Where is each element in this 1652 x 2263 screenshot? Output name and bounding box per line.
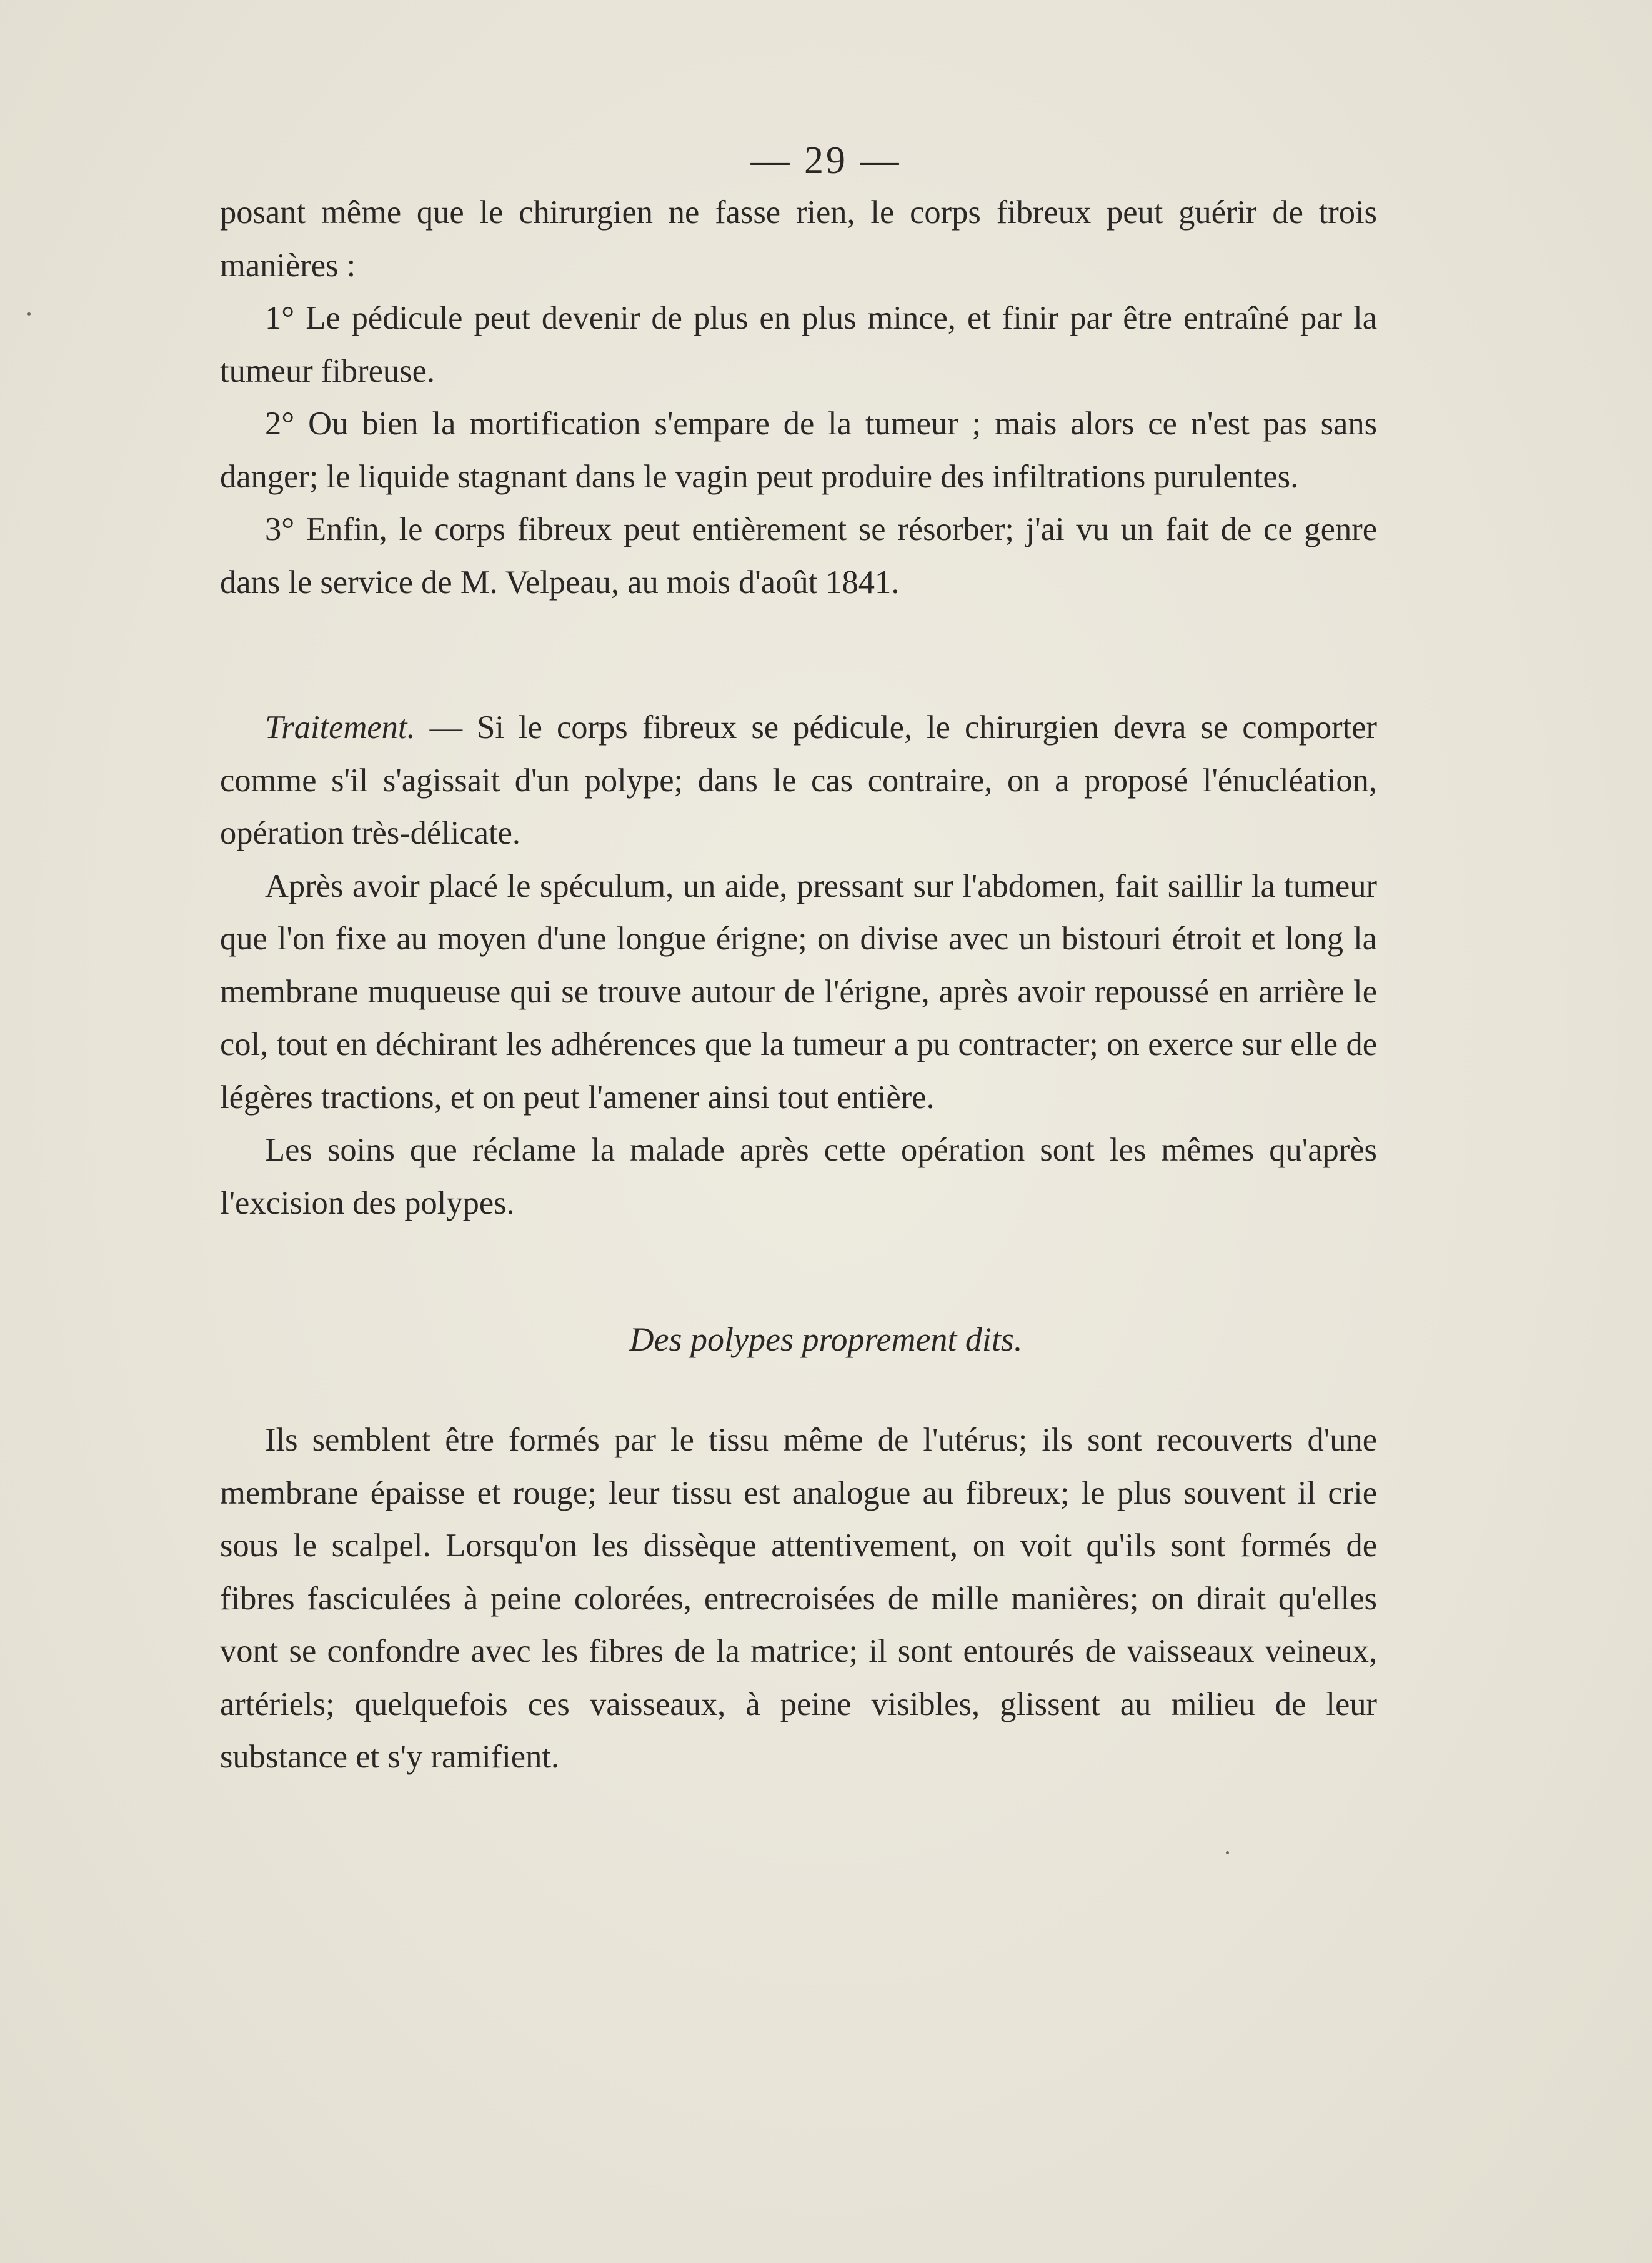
paragraph: 2° Ou bien la mortification s'empare de la tumeur ; mais alors ce n'est pas sans danger; le liquide stagnant dans le vagin peut produire des infiltrations purulentes. [220,406,1377,495]
paper-speck [27,312,31,316]
paragraph: 1° Le pédicule peut devenir de plus en plus mince, et finir par être entraîné par la tumeur fibreuse. [220,300,1377,389]
paragraph-treatment [220,701,1377,860]
paragraph: Les soins que réclame la malade après cette opération sont les mêmes qu'après l'excision des polypes. [220,1132,1377,1221]
text-block-polypes [220,1414,1377,1784]
paper-speck [1226,1851,1229,1854]
run-in-heading: Traitement. [265,709,415,746]
paragraph: Après avoir placé le spéculum, un aide, pressant sur l'abdomen, fait saillir la tumeur que l'on fixe au moyen d'une longue érigne; on divise avec un bistouri étroit et long la membrane muqueuse qui se trouve autour de l'érigne, après avoir repoussé en arrière le col, tout en déchirant les adhérences que la tumeur a pu contracter; on exerce sur elle de légères tractions, et on peut l'amener ainsi tout entière. [220,867,1377,1116]
paragraph: posant même que le chirurgien ne fasse rien, le corps fibreux peut guérir de trois manières : [220,194,1377,284]
text-block-treatment [220,701,1377,1229]
section-heading: Des polypes proprement dits. [629,1321,1023,1358]
text-block-continuation [220,186,1377,609]
paragraph: 3° Enfin, le corps fibreux peut entièrement se résorber; j'ai vu un fait de ce genre dans le service de M. Velpeau, au mois d'août 1841. [220,511,1377,601]
treatment-text: — Si le corps fibreux se pédicule, le chirurgien devra se comporter comme s'il s'agissait d'un polype; dans le cas contraire, on a proposé l'énucléation, opération très-délicate. [220,709,1377,851]
page-number: — 29 — [750,139,902,182]
paragraph: Ils semblent être formés par le tissu même de l'utérus; ils sont recouverts d'une membrane épaisse et rouge; leur tissu est analogue au fibreux; le plus souvent il crie sous le scalpel. Lorsqu'on les dissèque attentivement, on voit qu'ils sont formés de fibres fasciculées à peine colorées, entrecroisées de mille manières; on dirait qu'elles vont se confondre avec les fibres de la matrice; il sont entourés de vaisseaux veineux, artériels; quelquefois ces vaisseaux, à peine visibles, glissent au milieu de leur substance et s'y ramifient. [220,1422,1377,1775]
